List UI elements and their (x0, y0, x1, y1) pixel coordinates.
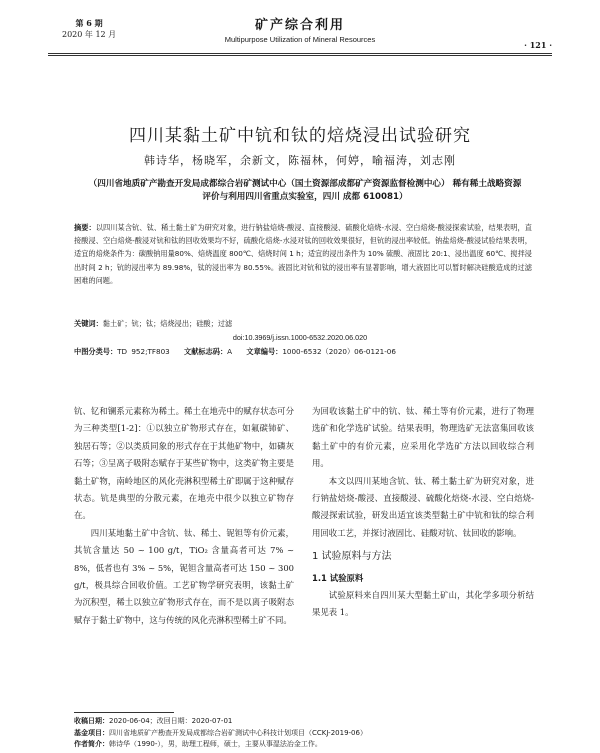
journal-title-en: Multipurpose Utilization of Mineral Resources (224, 35, 376, 44)
keywords-label: 关键词： (74, 319, 103, 328)
body-paragraph: 本文以四川某地含钪、钛、稀土黏土矿为研究对象，进行钠盐焙烧-酸浸、直接酸浸、硫酸化焙烧-水浸、空白焙烧-酸浸探索试验，研发出适宜该类型黏土矿中钪和钛的综合利用回收工艺，并探讨液固比、硅酸对钪、钛回收的影响。 (312, 475, 534, 538)
body-paragraph: 试验原料来自四川某大型黏土矿山，其化学多项分析结果见表 1。 (312, 590, 534, 618)
body-paragraph: 钪、钇和镧系元素称为稀土。稀土在地壳中的赋存状态可分为三种类型[1-2]：①以独立矿物形式存在，如氟碳铈矿、独居石等；②以类质同象的形式存在于其他矿物中，如磷灰石等；③呈离子吸附态赋存于某些矿物中，这类矿物主要是黏土矿物，南岭地区的风化壳淋积型稀土矿即属于这种赋存状态。钪是典型的分散元素，在地壳中很少以独立矿物存在。 (74, 406, 294, 521)
class-value: TD 952;TF803 (117, 347, 170, 356)
section-heading: 1 试验原料与方法 (312, 551, 392, 563)
keywords-text: 黏土矿；钪；钛；焙烧浸出；硅酸；过滤 (102, 319, 233, 328)
page-number: · 121 · (524, 40, 552, 50)
subsection-heading: 1.1 试验原料 (312, 572, 364, 583)
article-affiliation: （四川省地质矿产勘查开发局成都综合岩矿测试中心（国土资源部成都矿产资源监督检测中心） 稀有稀土战略资源评价与利用四川省重点实验室，四川 成都 610081） (88, 179, 522, 202)
body-paragraph: 四川某地黏土矿中含钪、钛、稀土、铌钽等有价元素，其钪含量达 50 ~ 100 g/t，TiO₂ 含量高者可达 7% ~ 8%，低者也有 3% ~ 5%，铌钽含量高者可达 150 ~ 300 g/t，极具综合回收价值。工艺矿物学研究表明，该黏土矿为沉积型，稀土以独立矿物形式存在，而不是以离子吸附态赋存于黏土矿物中，这与传统的风化壳淋积型稀土矿不同。 (74, 527, 294, 625)
journal-header (0, 14, 600, 44)
author-bio-text: 韩诗华（1990-），男，助理工程师，硕士，主要从事湿法冶金工作。 (109, 740, 322, 748)
header-divider-thin (48, 55, 552, 56)
received-label: 收稿日期： (74, 717, 109, 725)
author-bio-label: 作者简介： (74, 740, 109, 748)
class-label: 中图分类号： (74, 347, 118, 356)
abstract (74, 221, 532, 287)
classification-line (74, 347, 406, 357)
fund-label: 基金项目： (74, 728, 109, 737)
footnote (74, 716, 544, 751)
article-title: 四川某黏土矿中钪和钛的焙烧浸出试验研究 (129, 126, 471, 146)
article-number-value: 1000-6532（2020）06-0121-06 (282, 347, 396, 356)
issue-number: 第 6 期 (75, 18, 103, 28)
received-dates: 2020-06-04；改回日期：2020-07-01 (109, 717, 233, 725)
abstract-label: 摘要： (74, 223, 96, 232)
article-number-label: 文章编号： (246, 347, 283, 356)
journal-title-cn: 矿产综合利用 (254, 18, 345, 33)
doi: doi:10.3969/j.issn.1000-6532.2020.06.020 (232, 333, 368, 342)
header-divider (48, 53, 552, 54)
article-authors: 韩诗华，杨晓军，余新文，陈福林，何婷，喻福涛，刘志刚 (144, 154, 456, 167)
footnote-divider (74, 712, 174, 713)
abstract-text: 以四川某含钪、钛、稀土黏土矿为研究对象，进行钠盐焙烧-酸浸、直接酸浸、硫酸化焙烧-水浸、空白焙烧-酸浸探索试验，结果表明，直接酸浸、空白焙烧-酸浸对钪和钛的回收效果均不好，硫酸化焙烧-水浸对钛的回收效果很好，但钪的浸出率较低。钠盐焙烧-酸浸试验结果表明，适宜的焙烧条件为：碳酸钠用量80%、焙烧温度 800℃、焙烧时间 1 h；适宜的浸出条件为 10% 硫酸、液固比 20:1、浸出温度 60℃、搅拌浸出时间 2 h；钪的浸出率为 89.98%，钛的浸出率为 80.55%。液固比对钪和钛的浸出率有显著影响，增大液固比可以暂时解决硅酸造成的过滤困难的问题。 (74, 223, 532, 285)
body-column-right (312, 403, 534, 622)
issue-date: 2020 年 12 月 (62, 30, 117, 39)
keywords (74, 319, 232, 329)
body-column-left (74, 403, 294, 629)
fund-text: 四川省地质矿产勘查开发局成都综合岩矿测试中心科技计划项目（CCKJ-2019-06） (109, 728, 367, 737)
doc-code-label: 文献标志码： (184, 347, 228, 356)
body-paragraph: 为回收该黏土矿中的钪、钛、稀土等有价元素，进行了物理选矿和化学选矿试验。结果表明，物理选矿无法富集回收该黏土矿中的有价元素，应采用化学选矿方法以回收综合利用。 (312, 406, 534, 469)
doc-code-value: A (227, 347, 233, 356)
